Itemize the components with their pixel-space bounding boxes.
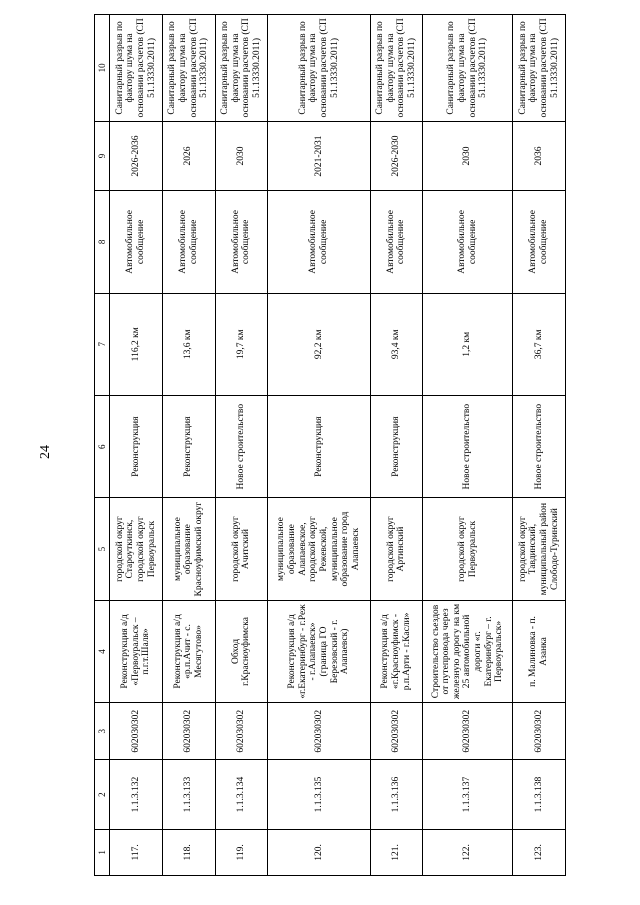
table-row [162, 15, 215, 876]
period: 2030 [423, 121, 513, 190]
location: городской округ Тавдинский, муниципальный район Слободо-Туринский [513, 498, 566, 600]
column-number: 2 [95, 760, 110, 829]
rotated-table-area [94, 14, 566, 876]
work-type: Новое строительство [423, 395, 513, 497]
length: 13,6 км [162, 293, 215, 395]
location: городской округ Артинский [370, 498, 423, 600]
location: городской округ Первоуральск [423, 498, 513, 600]
object-code: 1.1.3.135 [268, 760, 370, 829]
period: 2026-2036 [110, 121, 163, 190]
zone: Санитарный разрыв по фактору шума на основании расчетов (СП 51.13330.2011) [513, 15, 566, 122]
classifier-code: 602030302 [268, 703, 370, 760]
zone: Санитарный разрыв по фактору шума на основании расчетов (СП 51.13330.2011) [268, 15, 370, 122]
row-number: 119. [215, 829, 268, 875]
length: 19,7 км [215, 293, 268, 395]
purpose: Автомобильное сообщение [423, 191, 513, 293]
classifier-code: 602030302 [513, 703, 566, 760]
object-name: Обход г.Красноуфимска [215, 600, 268, 702]
length: 92,2 км [268, 293, 370, 395]
column-number: 1 [95, 829, 110, 875]
object-name: Реконструкция а/д «р.п.Ачит - с. Месягутово» [162, 600, 215, 702]
object-name: Реконструкция а/д «г.Красноуфимск - р.п.Арти - г.Касли» [370, 600, 423, 702]
length: 36,7 км [513, 293, 566, 395]
row-number: 120. [268, 829, 370, 875]
row-number: 118. [162, 829, 215, 875]
length: 1,2 км [423, 293, 513, 395]
object-code: 1.1.3.138 [513, 760, 566, 829]
period: 2021-2031 [268, 121, 370, 190]
column-number: 5 [95, 498, 110, 600]
object-name: Реконструкция а/д «Первоуральск – п.г.т.Шаля» [110, 600, 163, 702]
period: 2026 [162, 121, 215, 190]
table-row [110, 15, 163, 876]
object-code: 1.1.3.136 [370, 760, 423, 829]
work-type: Реконструкция [370, 395, 423, 497]
column-number: 3 [95, 703, 110, 760]
row-number: 122. [423, 829, 513, 875]
object-code: 1.1.3.132 [110, 760, 163, 829]
classifier-code: 602030302 [162, 703, 215, 760]
classifier-code: 602030302 [215, 703, 268, 760]
classifier-code: 602030302 [370, 703, 423, 760]
table-sheet [94, 14, 566, 876]
purpose: Автомобильное сообщение [268, 191, 370, 293]
table-row [423, 15, 513, 876]
column-number: 8 [95, 191, 110, 293]
row-number: 123. [513, 829, 566, 875]
location: муниципальное образование Алапаевское, городской округ Режевской, муниципальное образование город Алапаевск [268, 498, 370, 600]
table-row [370, 15, 423, 876]
period: 2026-2030 [370, 121, 423, 190]
column-number: 10 [95, 15, 110, 122]
column-number: 9 [95, 121, 110, 190]
purpose: Автомобильное сообщение [162, 191, 215, 293]
work-type: Реконструкция [268, 395, 370, 497]
column-number-row [95, 15, 110, 876]
zone: Санитарный разрыв по фактору шума на основании расчетов (СП 51.13330.2011) [215, 15, 268, 122]
column-number: 4 [95, 600, 110, 702]
zone: Санитарный разрыв по фактору шума на основании расчетов (СП 51.13330.2011) [370, 15, 423, 122]
infrastructure-table [94, 14, 566, 876]
location: муниципальное образование Красноуфимский округ [162, 498, 215, 600]
work-type: Новое строительство [215, 395, 268, 497]
table-row [513, 15, 566, 876]
work-type: Реконструкция [110, 395, 163, 497]
classifier-code: 602030302 [110, 703, 163, 760]
object-code: 1.1.3.134 [215, 760, 268, 829]
length: 116,2 км [110, 293, 163, 395]
row-number: 117. [110, 829, 163, 875]
column-number: 6 [95, 395, 110, 497]
purpose: Автомобильное сообщение [513, 191, 566, 293]
object-code: 1.1.3.133 [162, 760, 215, 829]
column-number: 7 [95, 293, 110, 395]
table-row [215, 15, 268, 876]
purpose: Автомобильное сообщение [110, 191, 163, 293]
classifier-code: 602030302 [423, 703, 513, 760]
object-name: Строительство съездов от путепровода через железную дорогу на км 25 автомобильной дороги «г. Екатеринбург – г. Первоуральск» [423, 600, 513, 702]
table-row [268, 15, 370, 876]
work-type: Реконструкция [162, 395, 215, 497]
page-number: 24 [38, 445, 53, 459]
period: 2030 [215, 121, 268, 190]
zone: Санитарный разрыв по фактору шума на основании расчетов (СП 51.13330.2011) [110, 15, 163, 122]
zone: Санитарный разрыв по фактору шума на основании расчетов (СП 51.13330.2011) [423, 15, 513, 122]
purpose: Автомобильное сообщение [370, 191, 423, 293]
work-type: Новое строительство [513, 395, 566, 497]
length: 93,4 км [370, 293, 423, 395]
purpose: Автомобильное сообщение [215, 191, 268, 293]
object-code: 1.1.3.137 [423, 760, 513, 829]
zone: Санитарный разрыв по фактору шума на основании расчетов (СП 51.13330.2011) [162, 15, 215, 122]
period: 2036 [513, 121, 566, 190]
object-name: п. Малиновка - п. Азанка [513, 600, 566, 702]
location: городской округ Ачитский [215, 498, 268, 600]
row-number: 121. [370, 829, 423, 875]
object-name: Реконструкция а/д «г.Екатеринбург - г.Реж - г.Алапаевск» (граница ГО Березовский - г. Алапаевск) [268, 600, 370, 702]
location: городской округ Староуткинск, городской округ Первоуральск [110, 498, 163, 600]
